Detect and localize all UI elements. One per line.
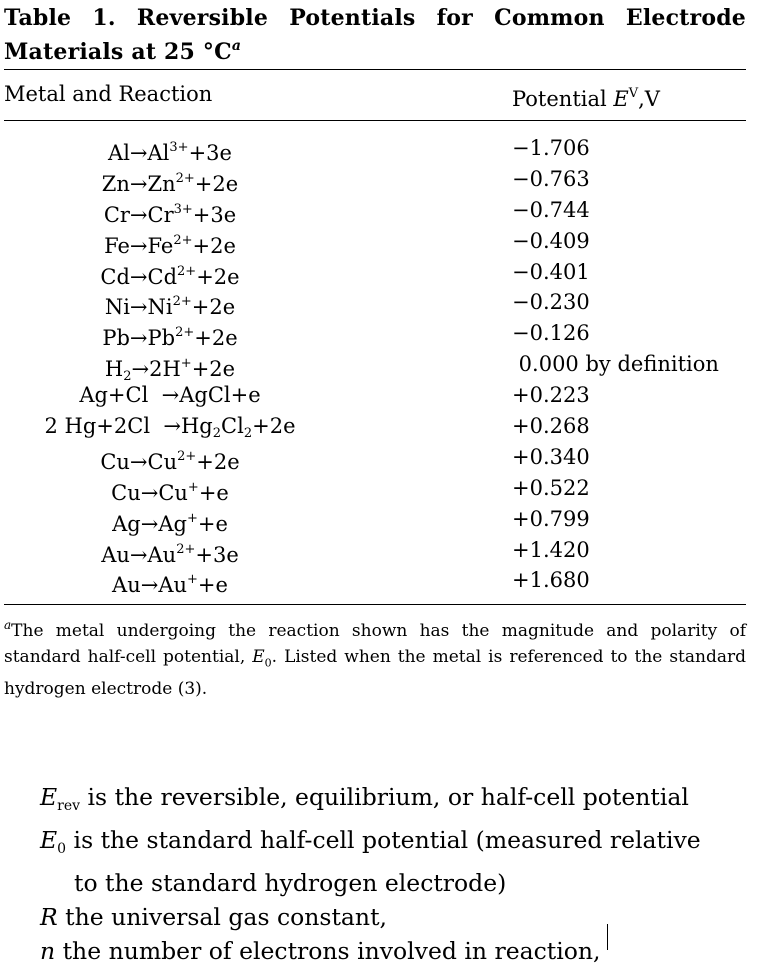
reaction-cell: Au→Au++e <box>112 572 228 598</box>
potential-cell: +0.522 <box>512 475 590 500</box>
potential-cell: +0.799 <box>512 506 590 531</box>
reaction-cell: $Pb\to Pb^{2+}+2e$ <box>102 325 238 351</box>
table-row <box>0 411 762 442</box>
reaction-cell: 2 $Hg+2Cl \to Hg_2Cl_2+2e$ <box>44 414 296 442</box>
table-bottom-rule <box>4 604 746 605</box>
reaction-cell: $Au\to Au^{2+}+3e$ <box>101 541 239 567</box>
definition-line: R the universal gas constant, <box>40 903 387 931</box>
potential-cell: −0.763 <box>512 166 590 191</box>
table-footnote: $^a$The metal undergoing the reaction shown has the magnitude and polarity of standard half-cell potential, $E_0$. Listed when the metal is referenced to the standard hydrogen electrode (3). <box>4 618 746 700</box>
potential-cell: −0.126 <box>512 321 590 346</box>
reaction-cell: Ag→Ag++e <box>112 510 228 536</box>
table-row <box>0 133 762 164</box>
definition-line: $E_{rev}$ is the reversible, equilibrium, or half-cell potential <box>40 783 689 814</box>
potential-cell: −0.230 <box>512 290 590 315</box>
potential-cell: +0.340 <box>512 444 590 469</box>
reaction-cell: $Ni\to Ni^{2+}+2e$ <box>104 294 236 320</box>
potential-cell: −0.409 <box>512 228 590 253</box>
potential-cell: −0.401 <box>512 259 590 284</box>
reaction-cell: $Fe\to Fe^{2+}+2e$ <box>104 232 236 258</box>
potential-cell: +0.268 <box>512 414 590 439</box>
reaction-cell: $Cr\to Cr^{3+}+3e$ <box>103 201 237 227</box>
potential-cell: +0.223 <box>512 383 590 408</box>
potential-cell: −1.706 <box>512 136 590 160</box>
text-cursor <box>607 924 608 950</box>
table-row <box>0 226 762 257</box>
table-row <box>0 380 762 411</box>
definition-line: n the number of electrons involved in reaction, <box>40 937 601 965</box>
table-row <box>0 349 762 385</box>
table-row <box>0 535 762 566</box>
table-header-rule <box>4 120 746 121</box>
table-row <box>0 442 762 473</box>
potential-cell: 0.000 by definition <box>512 352 719 377</box>
table-row <box>0 257 762 288</box>
table-row <box>0 287 762 318</box>
table-row <box>0 195 762 226</box>
reaction-cell: $Cd\to Cd^{2+}+2e$ <box>100 263 240 289</box>
reaction-cell: $Cu\to Cu^{2+}+2e$ <box>100 448 240 474</box>
column-header-reaction: Metal and Reaction <box>4 82 213 106</box>
reaction-cell: Cu→Cu++e <box>111 479 229 505</box>
table-body <box>0 133 762 596</box>
definition-line: $E_0$ is the standard half-cell potential (measured relative <box>40 826 701 857</box>
definition-line: to the standard hydrogen electrode) <box>74 869 507 897</box>
column-header-potential: Potential $E^V,V$ <box>512 86 660 111</box>
table-row <box>0 164 762 195</box>
reaction-cell: $Zn\to Zn^{2+}+2e$ <box>101 170 239 196</box>
potential-cell: −0.744 <box>512 197 590 222</box>
variable-definitions <box>40 780 750 968</box>
table-row <box>0 504 762 535</box>
table-title <box>4 4 746 66</box>
table-title-text: Table 1. Reversible Potentials for Common Electrode Materials at 25 °C <box>4 5 746 65</box>
reaction-cell: $H_2\to 2H^++2e$ <box>104 356 236 385</box>
table-row <box>0 473 762 504</box>
potential-cell: +1.420 <box>512 537 590 562</box>
potential-cell: +1.680 <box>512 568 590 593</box>
table-row <box>0 565 762 596</box>
table-top-rule <box>4 69 746 70</box>
reaction-cell: $Al\to Al^{3+}+3e$ <box>108 140 232 165</box>
table-row <box>0 318 762 349</box>
table-title-note-mark: a <box>231 38 242 54</box>
reaction-cell: Ag+Cl →AgCl+e <box>79 383 261 408</box>
